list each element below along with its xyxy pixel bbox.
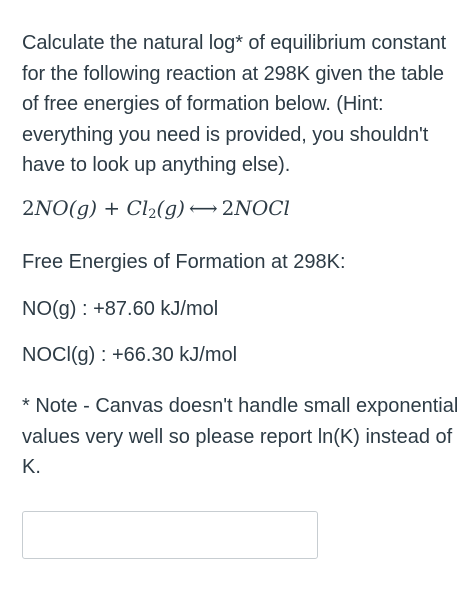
energy-entry-nocl: NOCl(g) : +66.30 kJ/mol [22,344,238,366]
answer-input[interactable] [22,511,318,559]
energy-entry-no: NO(g) : +87.60 kJ/mol [22,298,219,320]
equation-product: NOCl [234,196,290,220]
equation-lhs-coefficient: 2 [22,196,35,220]
note-text: * Note - Canvas doesn't handle small exponential values very well so please report ln(K) instead of K. [22,395,459,478]
equation-phase-1: (g) [68,196,98,220]
equation-phase-2: (g) [156,196,185,220]
equation-subscript: 2 [148,207,157,222]
reaction-equation [22,196,290,222]
question-text: Calculate the natural log* of equilibrium constant for the following reaction at 298K given the table of free energies of formation below. (Hint: everything you need is provided, you shouldn't have to look up anything else). [22,32,447,176]
equation-rhs-coefficient: 2 [221,196,235,220]
equation-species-cl: Cl [126,196,149,220]
equation-species-no: NO [34,196,69,220]
equilibrium-arrow: ⟷ [188,196,218,220]
table-heading: Free Energies of Formation at 298K: [22,251,346,273]
equation-plus: + [103,196,121,220]
question-prompt [22,28,462,181]
